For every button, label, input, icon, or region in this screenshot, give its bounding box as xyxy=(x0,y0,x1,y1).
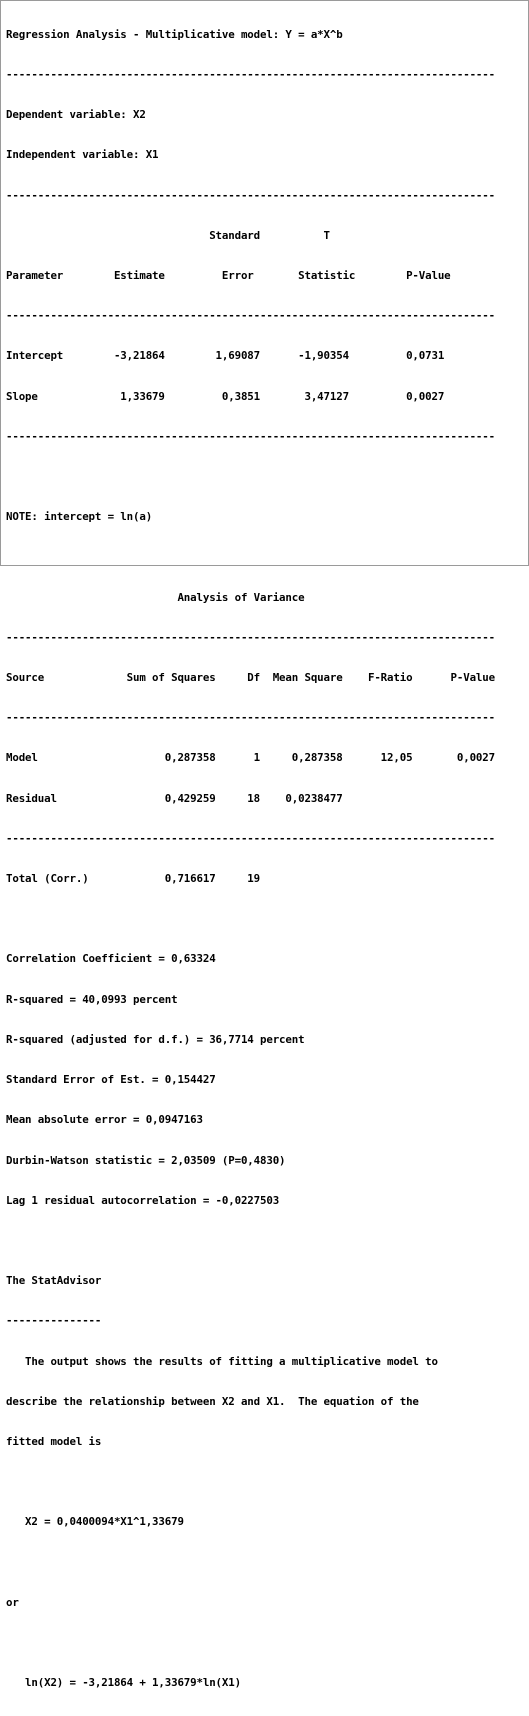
blank-line xyxy=(6,1556,495,1569)
regression-report xyxy=(6,1,495,1716)
durbin-watson: Durbin-Watson statistic = 2,03509 (P=0,4830) xyxy=(6,1153,286,1167)
lag1-autocorrelation: Lag 1 residual autocorrelation = -0,0227503 xyxy=(6,1193,280,1207)
coef-row-slope: Slope 1,33679 0,3851 3,47127 0,0027 xyxy=(6,389,445,403)
dependent-variable: Dependent variable: X2 xyxy=(6,108,146,122)
anova-row-model: Model 0,287358 1 0,287358 12,05 0,0027 xyxy=(6,751,495,765)
separator-line: ----------------------------------------------------------------------------- xyxy=(6,831,495,845)
statadvisor-heading: The StatAdvisor xyxy=(6,1274,102,1288)
separator-line: ----------------------------------------------------------------------------- xyxy=(6,711,495,725)
mean-absolute-error: Mean absolute error = 0,0947163 xyxy=(6,1113,203,1127)
separator-line: ----------------------------------------------------------------------------- xyxy=(6,309,495,323)
blank-line xyxy=(6,1475,495,1488)
r-squared: R-squared = 40,0993 percent xyxy=(6,992,178,1006)
correlation-coefficient: Correlation Coefficient = 0,63324 xyxy=(6,952,216,966)
separator-line: ----------------------------------------------------------------------------- xyxy=(6,68,495,82)
separator-line: ----------------------------------------------------------------------------- xyxy=(6,188,495,202)
or-text: or xyxy=(6,1595,19,1609)
anova-title: Analysis of Variance xyxy=(6,590,305,604)
standard-error: Standard Error of Est. = 0,154427 xyxy=(6,1073,216,1087)
coef-row-intercept: Intercept -3,21864 1,69087 -1,90354 0,0731 xyxy=(6,349,445,363)
separator-line: ----------------------------------------------------------------------------- xyxy=(6,429,495,443)
statadvisor-text-3: fitted model is xyxy=(6,1434,102,1448)
statadvisor-text-1: The output shows the results of fitting a multiplicative model to xyxy=(6,1354,438,1368)
anova-row-total: Total (Corr.) 0,716617 19 xyxy=(6,872,261,886)
statadvisor-underline: --------------- xyxy=(6,1314,102,1328)
blank-line xyxy=(6,470,495,483)
independent-variable: Independent variable: X1 xyxy=(6,148,159,162)
coef-table-header-2: Parameter Estimate Error Statistic P-Value xyxy=(6,269,451,283)
anova-header: Source Sum of Squares Df Mean Square F-Ratio P-Value xyxy=(6,671,495,685)
statadvisor-text-2: describe the relationship between X2 and X1. The equation of the xyxy=(6,1394,419,1408)
report-title: Regression Analysis - Multiplicative model: Y = a*X^b xyxy=(6,27,343,41)
blank-line xyxy=(6,1636,495,1649)
separator-line: ----------------------------------------------------------------------------- xyxy=(6,630,495,644)
blank-line xyxy=(6,1234,495,1247)
blank-line xyxy=(6,550,495,563)
r-squared-adjusted: R-squared (adjusted for d.f.) = 36,7714 percent xyxy=(6,1032,305,1046)
anova-row-residual: Residual 0,429259 18 0,0238477 xyxy=(6,791,343,805)
intercept-note: NOTE: intercept = ln(a) xyxy=(6,510,153,524)
log-equation: ln(X2) = -3,21864 + 1,33679*ln(X1) xyxy=(6,1676,241,1690)
fitted-equation: X2 = 0,0400094*X1^1,33679 xyxy=(6,1515,184,1529)
blank-line xyxy=(6,912,495,925)
coef-table-header-1: Standard T xyxy=(6,228,330,242)
